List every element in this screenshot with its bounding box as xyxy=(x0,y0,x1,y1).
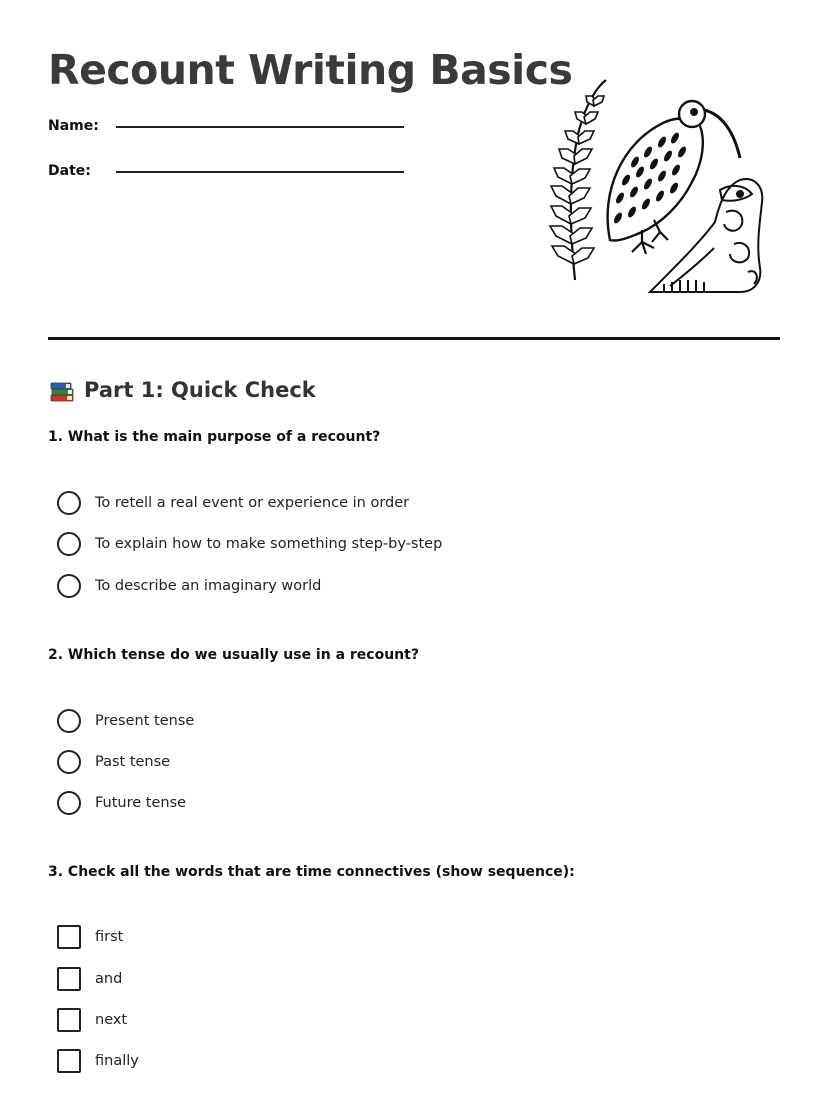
checkbox[interactable] xyxy=(57,1049,81,1073)
option-label: and xyxy=(95,971,123,987)
fern-frond-icon xyxy=(550,80,606,280)
checkbox[interactable] xyxy=(57,967,81,991)
section-divider xyxy=(48,337,780,340)
q3-option-4[interactable] xyxy=(57,1048,139,1074)
option-label: To explain how to make something step-by-step xyxy=(95,536,443,552)
radio-button[interactable] xyxy=(57,491,81,515)
checkbox[interactable] xyxy=(57,925,81,949)
question-2: 2. Which tense do we usually use in a recount? xyxy=(48,647,419,663)
option-label: next xyxy=(95,1012,128,1028)
name-field[interactable] xyxy=(116,126,404,128)
name-label: Name: xyxy=(48,118,99,134)
question-3: 3. Check all the words that are time connectives (show sequence): xyxy=(48,864,575,880)
option-label: To describe an imaginary world xyxy=(95,578,322,594)
part1-heading xyxy=(48,373,316,407)
option-label: To retell a real event or experience in order xyxy=(95,495,410,511)
q1-option-1[interactable] xyxy=(57,490,409,516)
q1-option-3[interactable] xyxy=(57,573,321,599)
option-label: Future tense xyxy=(95,795,187,811)
question-1: 1. What is the main purpose of a recount? xyxy=(48,429,381,445)
radio-button[interactable] xyxy=(57,791,81,815)
radio-button[interactable] xyxy=(57,709,81,733)
books-icon xyxy=(48,376,76,404)
radio-button[interactable] xyxy=(57,574,81,598)
part1-heading-text: Part 1: Quick Check xyxy=(84,378,316,402)
option-label: first xyxy=(95,929,124,945)
page-title: Recount Writing Basics xyxy=(48,46,573,94)
date-label: Date: xyxy=(48,163,91,179)
q3-option-1[interactable] xyxy=(57,924,123,950)
radio-button[interactable] xyxy=(57,532,81,556)
radio-button[interactable] xyxy=(57,750,81,774)
checkbox[interactable] xyxy=(57,1008,81,1032)
q2-option-1[interactable] xyxy=(57,708,194,734)
option-label: Past tense xyxy=(95,754,171,770)
option-label: Present tense xyxy=(95,713,195,729)
nz-illustration xyxy=(530,72,770,300)
q3-option-2[interactable] xyxy=(57,966,122,992)
q1-option-2[interactable] xyxy=(57,531,442,557)
option-label: finally xyxy=(95,1053,139,1069)
q2-option-2[interactable] xyxy=(57,749,170,775)
q3-option-3[interactable] xyxy=(57,1007,127,1033)
date-field[interactable] xyxy=(116,171,404,173)
q2-option-3[interactable] xyxy=(57,790,186,816)
